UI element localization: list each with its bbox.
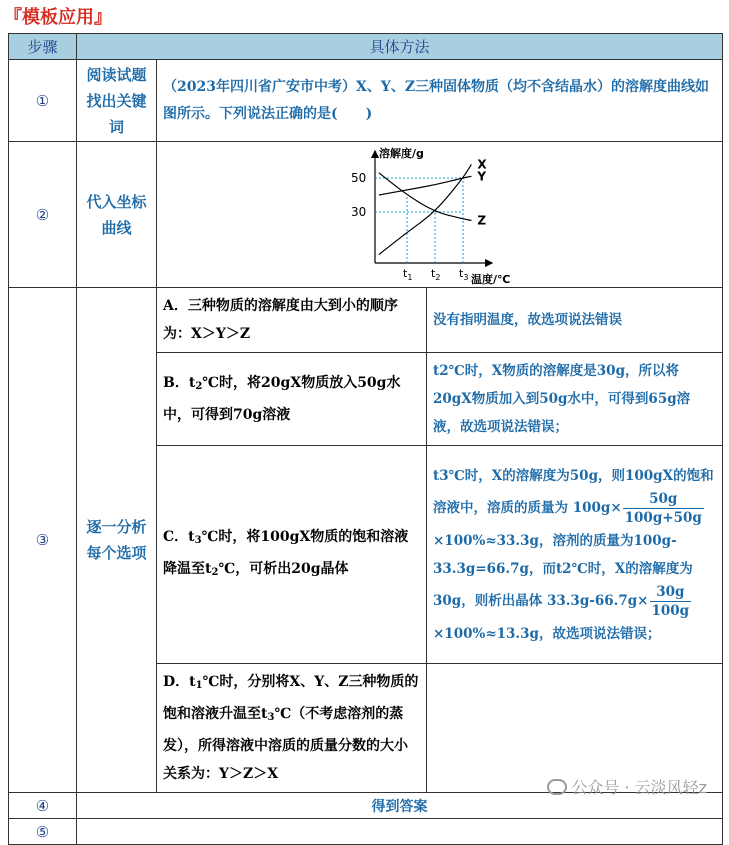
x-tick-label: $t_3$ (459, 266, 469, 282)
question-text: （2023年四川省广安市中考）X、Y、Z三种固体物质（均不含结晶水）的溶解度曲线如图所示。下列说法正确的是( ) (163, 78, 710, 122)
watermark: 公众号 · 云淡风轻z (547, 775, 707, 798)
empty-cell (77, 819, 723, 845)
answer-cell: 得到答案 (77, 793, 723, 819)
step-line: 找出关键 (86, 91, 147, 110)
x-axis-label: 温度/℃ (471, 272, 511, 286)
step-line: 每个选项 (86, 544, 147, 562)
step-line: 词 (108, 117, 124, 136)
series-label-y: Y (477, 168, 487, 183)
question-stem (157, 60, 723, 142)
table-row (9, 142, 723, 288)
series-label-z: Z (477, 213, 487, 227)
series-line-z (379, 172, 471, 220)
option-d-analysis (427, 664, 723, 793)
solubility-chart (157, 143, 723, 287)
wechat-icon (547, 779, 567, 795)
y-tick-label: 50 (351, 170, 367, 185)
option-b-analysis-text: t2℃时，X物质的溶解度是30g，所以将20gX物质加入到50g水中，可得到65g溶液，故选项说法错误； (433, 363, 691, 435)
step-line: 逐一分析 (86, 518, 147, 536)
option-a (157, 288, 427, 353)
y-tick-label: 30 (351, 204, 367, 219)
option-b-analysis (427, 353, 723, 446)
method-table (8, 33, 723, 845)
row-number: ④ (9, 793, 77, 819)
fraction: $\frac{30g}{100g}$ (651, 583, 690, 619)
step-label (77, 142, 157, 288)
table-row (9, 288, 723, 353)
step-line: 曲线 (101, 218, 132, 237)
row-number: ③ (9, 288, 77, 793)
step-label (77, 288, 157, 793)
option-a-analysis-text: 没有指明温度，故选项说法错误 (433, 312, 622, 328)
option-c: C．$t_3℃$时，将100gX物质的饱和溶液降温至$t_2℃$，可析出20g晶体 (157, 446, 427, 664)
y-axis-label: 溶解度/g (379, 146, 424, 160)
x-tick-label: $t_2$ (431, 266, 441, 282)
header-step: 步骤 (9, 34, 77, 60)
step-line: 代入坐标 (86, 192, 147, 211)
option-a-text: A．三种物质的溶解度由大到小的顺序为：X＞Y＞Z (163, 298, 398, 342)
table-header-row (9, 34, 723, 60)
row-number: ② (9, 142, 77, 288)
row-number: ⑤ (9, 819, 77, 845)
chart-cell (157, 142, 723, 288)
option-a-analysis (427, 288, 723, 353)
header-method: 具体方法 (77, 34, 723, 60)
series-label-x: X (477, 156, 487, 171)
series-line-y (379, 176, 471, 195)
option-b: B．$t_2℃$时，将20gX物质放入50g水中，可得到70g溶液 (157, 353, 427, 446)
page-heading: 『模板应用』 (4, 7, 112, 28)
table-row (9, 60, 723, 142)
step-label (77, 60, 157, 142)
table-row (9, 819, 723, 845)
x-tick-label: $t_1$ (403, 266, 413, 282)
option-c-analysis: t3℃时，X的溶解度为50g，则100gX的饱和溶液中，溶质的质量为 100g× $\frac{50g}{100g+50g}$ ×100%≈33.3g，溶剂的质量为100g-33.3g=66.7g，而t2℃时，X的溶解度为30g，则析出晶体 33.3g-66.7g× $\frac{30g}{100g}$ ×100%≈13.3g，故选项说法错误； (427, 446, 723, 664)
step-line: 阅读试题 (86, 65, 147, 84)
fraction: $\frac{50g}{100g+50g}$ (624, 490, 702, 526)
option-d: D．$t_1℃$时，分别将X、Y、Z三种物质的饱和溶液升温至$t_3℃$（不考虑溶剂的蒸发），所得溶液中溶质的质量分数的大小关系为：Y＞Z＞X (157, 664, 427, 793)
row-number: ① (9, 60, 77, 142)
